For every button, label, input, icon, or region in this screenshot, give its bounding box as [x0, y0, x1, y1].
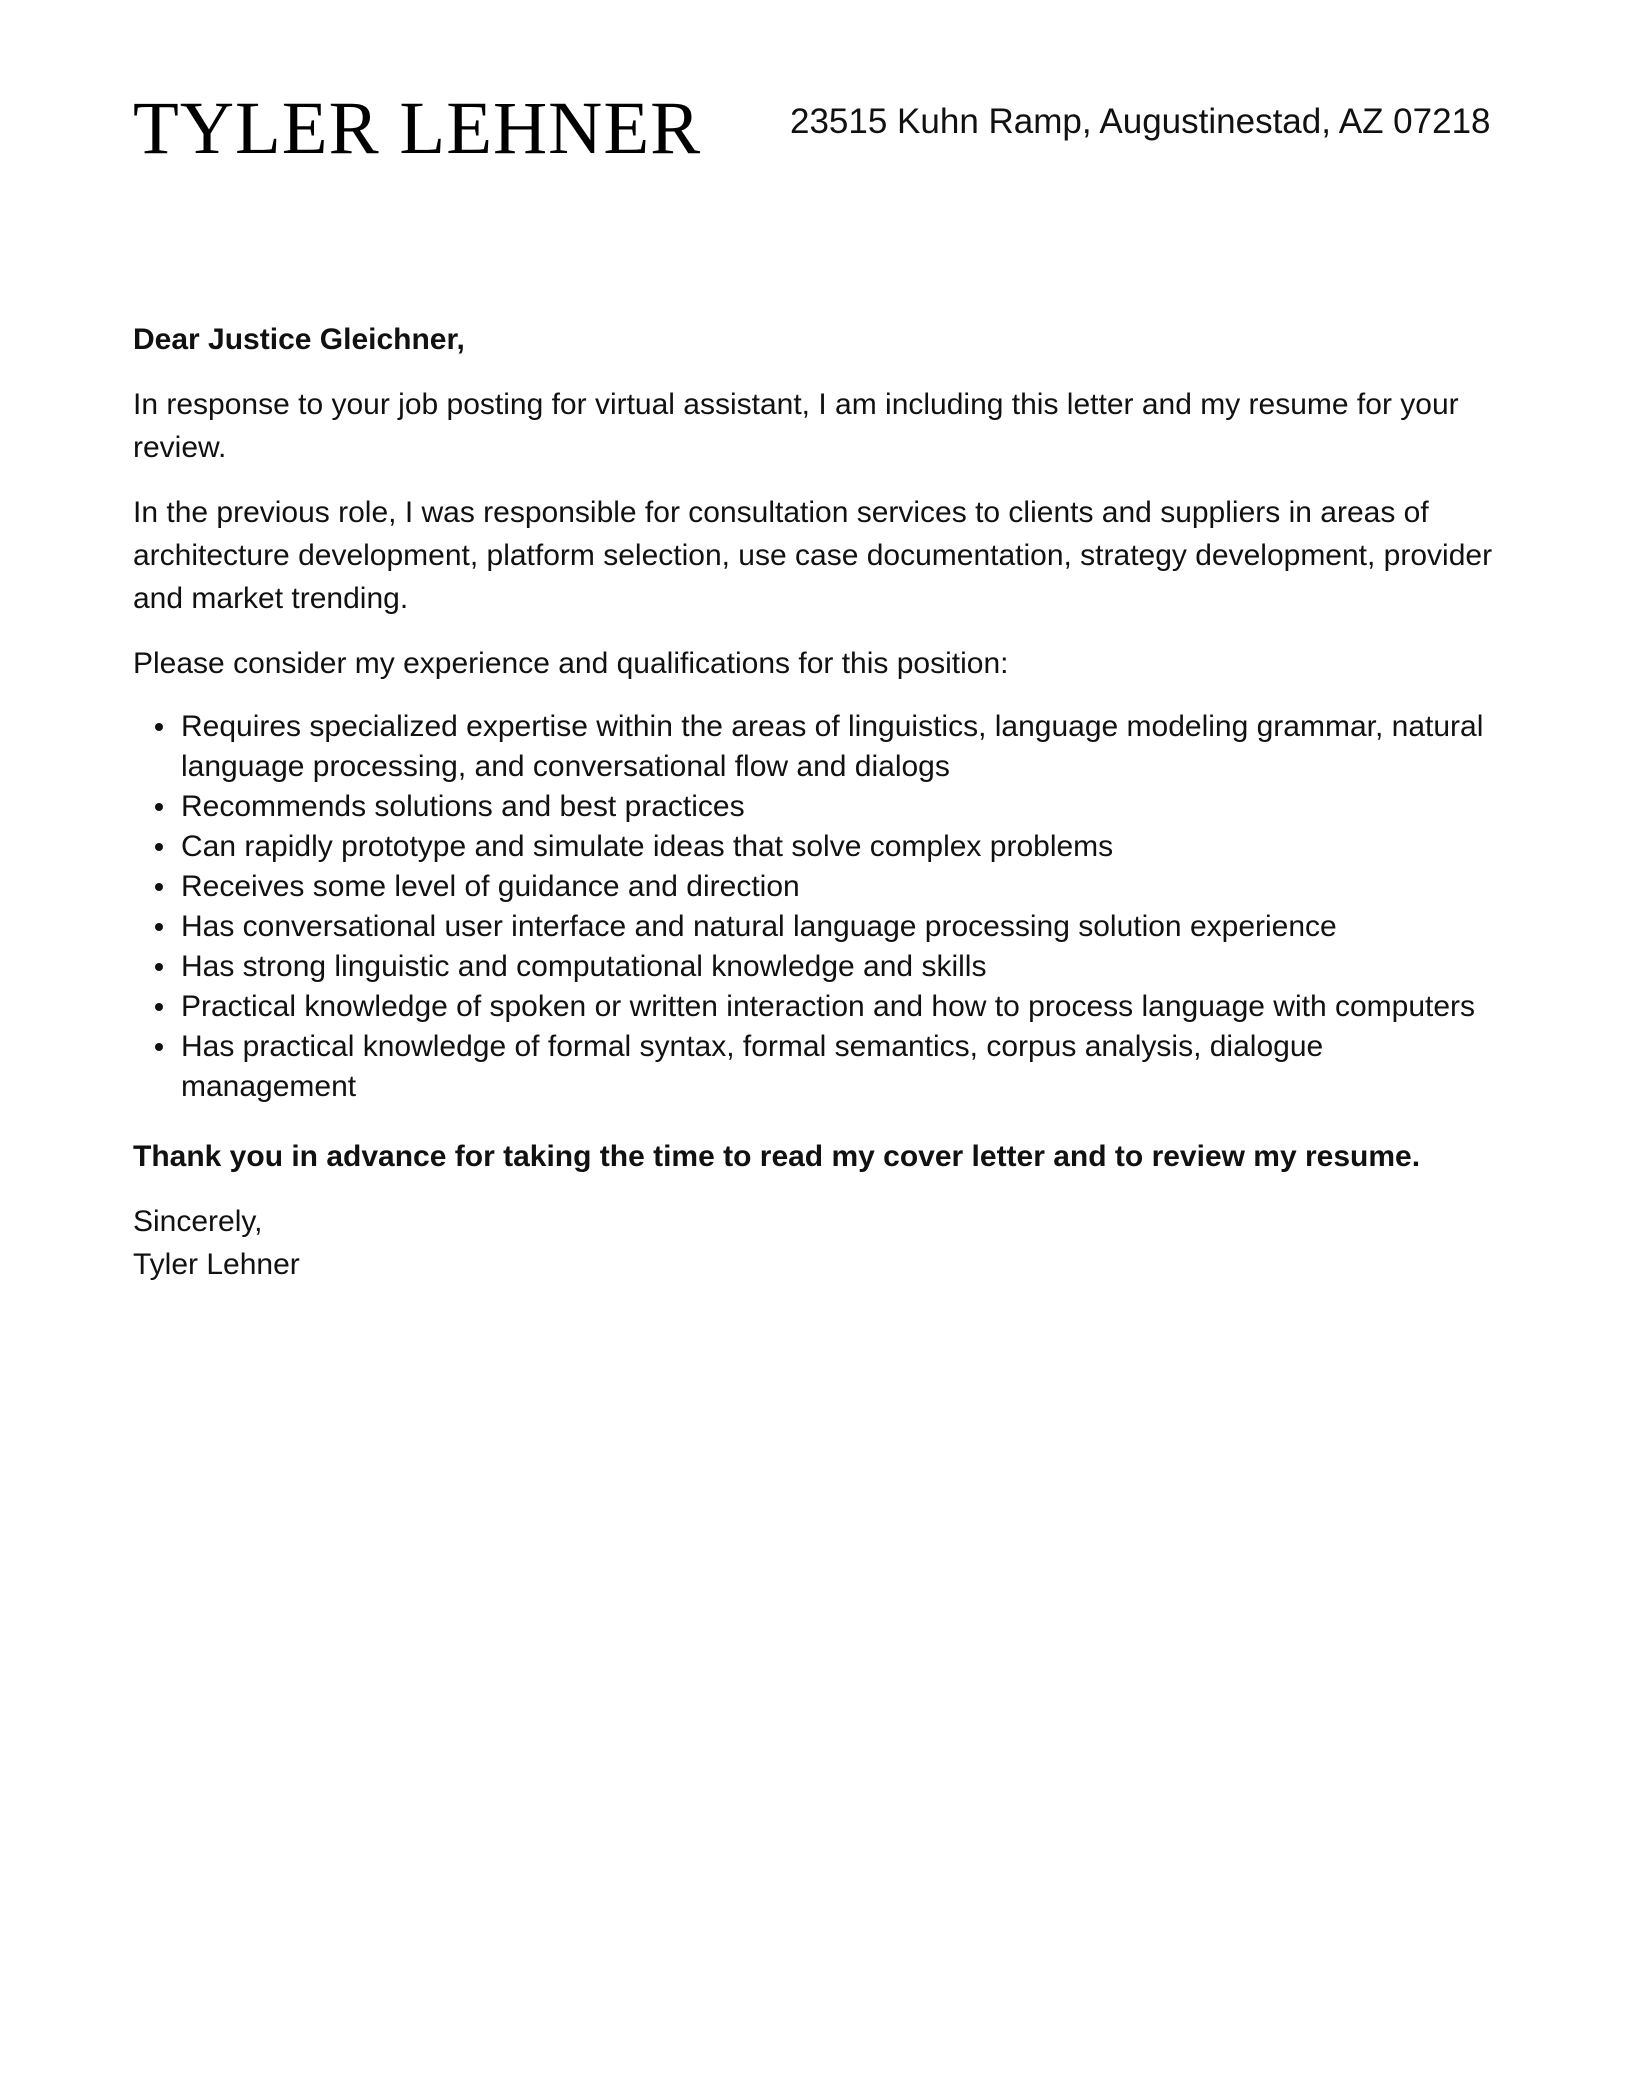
letter-header	[133, 84, 1513, 174]
closing-paragraph: Thank you in advance for taking the time to read my cover letter and to review my resume.	[133, 1140, 1421, 1173]
bullet-icon	[155, 723, 163, 731]
bullet-icon	[155, 963, 163, 971]
list-item	[133, 867, 1493, 907]
bullet-icon	[155, 1003, 163, 1011]
bullet-icon	[155, 843, 163, 851]
list-item	[133, 1027, 1493, 1107]
list-item-text: Has practical knowledge of formal syntax, formal semantics, corpus analysis, dialogue management	[181, 1030, 1324, 1103]
qualifications-intro: Please consider my experience and qualifications for this position:	[133, 647, 1009, 680]
list-item	[133, 987, 1493, 1027]
list-item	[133, 947, 1493, 987]
list-item-text: Has conversational user interface and natural language processing solution experience	[181, 910, 1337, 943]
intro-paragraph: In response to your job posting for virtual assistant, I am including this letter and my resume for your review.	[133, 388, 1459, 464]
list-item	[133, 707, 1493, 787]
list-item-text: Recommends solutions and best practices	[181, 790, 745, 823]
bullet-icon	[155, 883, 163, 891]
list-item	[133, 827, 1493, 867]
bullet-icon	[155, 923, 163, 931]
applicant-address: 23515 Kuhn Ramp, Augustinestad, AZ 07218	[790, 102, 1491, 141]
bullet-icon	[155, 803, 163, 811]
list-item-text: Can rapidly prototype and simulate ideas that solve complex problems	[181, 830, 1114, 863]
list-item	[133, 787, 1493, 827]
list-item-text: Has strong linguistic and computational knowledge and skills	[181, 950, 987, 983]
signoff: Sincerely,	[133, 1205, 263, 1238]
list-item-text: Practical knowledge of spoken or written interaction and how to process language with computers	[181, 990, 1476, 1023]
letter-body	[133, 318, 1493, 1286]
list-item-text: Receives some level of guidance and direction	[181, 870, 800, 903]
experience-paragraph: In the previous role, I was responsible for consultation services to clients and suppliers in areas of architecture development, platform selection, use case documentation, strategy development, provider and market trending.	[133, 496, 1493, 615]
list-item	[133, 907, 1493, 947]
bullet-icon	[155, 1043, 163, 1051]
applicant-name: TYLER LEHNER	[133, 87, 702, 170]
signature-name: Tyler Lehner	[133, 1248, 300, 1281]
salutation: Dear Justice Gleichner,	[133, 323, 465, 356]
list-item-text: Requires specialized expertise within the areas of linguistics, language modeling grammar, natural language processing, and conversational flow and dialogs	[181, 710, 1484, 783]
qualifications-list	[133, 707, 1493, 1107]
